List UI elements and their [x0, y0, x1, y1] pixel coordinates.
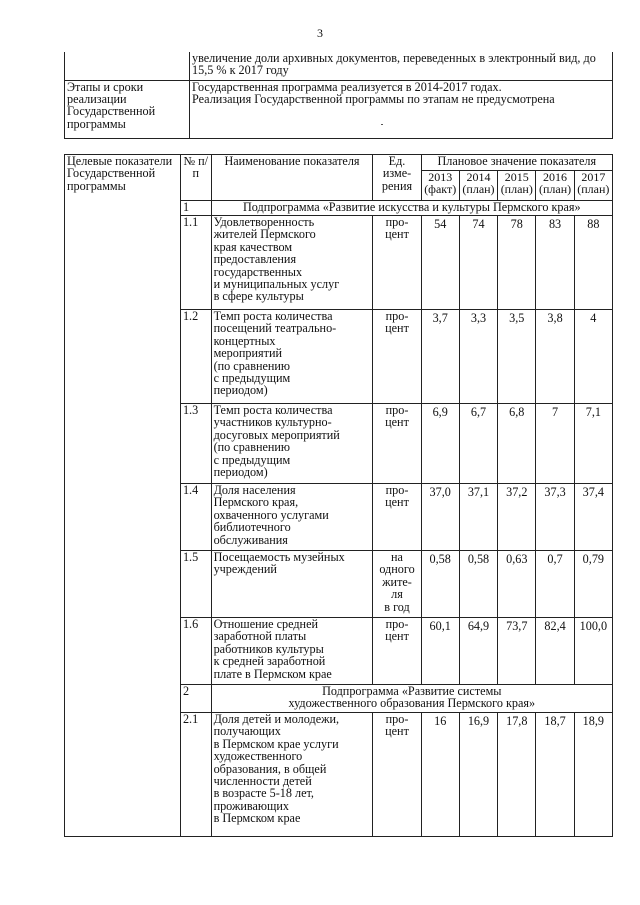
indicator-value: 82,4 — [536, 618, 574, 685]
indicator-value: 7 — [536, 404, 574, 484]
target-indicators-table — [64, 154, 613, 837]
header-year: 2013 (факт) — [421, 171, 459, 201]
subprogram-title: Подпрограмма «Развитие системы художественного образования Пермского края» — [211, 685, 612, 713]
stages-text: Государственная программа реализуется в 2014-2017 годах. Реализация Государственной программы по этапам не предусмотрена — [190, 80, 613, 138]
empty-label-cell — [65, 52, 190, 80]
row-num: 2.1 — [180, 713, 211, 837]
indicator-value: 4 — [574, 310, 612, 404]
row-num: 1.5 — [180, 551, 211, 618]
indicator-value: 17,8 — [498, 713, 536, 837]
indicator-value: 7,1 — [574, 404, 612, 484]
indicator-unit: про- цент — [373, 310, 421, 404]
indicator-name: Отношение средней заработной платы работников культуры к средней заработной плате в Пермском крае — [211, 618, 373, 685]
indicator-value: 64,9 — [459, 618, 497, 685]
indicator-name: Доля населения Пермского края, охваченного услугами библиотечного обслуживания — [211, 484, 373, 551]
indicator-value: 74 — [459, 216, 497, 310]
passport-table-fragment — [64, 52, 613, 139]
indicator-name: Удовлетворенность жителей Пермского края качеством предоставления государственных и муниципальных услуг в сфере культуры — [211, 216, 373, 310]
indicator-value: 88 — [574, 216, 612, 310]
indicator-value: 100,0 — [574, 618, 612, 685]
scan-dot — [381, 124, 383, 125]
header-num: № п/п — [180, 155, 211, 201]
indicator-value: 3,5 — [498, 310, 536, 404]
indicator-value: 0,79 — [574, 551, 612, 618]
indicator-name: Доля детей и молодежи, получающих в Пермском крае услуги художественного образования, в общей численности детей в возрасте 5-18 лет, проживающих в Пермском крае — [211, 713, 373, 837]
indicator-name: Темп роста количества посещений театрально- концертных мероприятий (по сравнению с предыдущим периодом) — [211, 310, 373, 404]
row-num: 1.3 — [180, 404, 211, 484]
subprogram-num: 2 — [180, 685, 211, 713]
row-num: 1.6 — [180, 618, 211, 685]
header-year: 2015 (план) — [498, 171, 536, 201]
indicator-value: 60,1 — [421, 618, 459, 685]
indicator-unit: про- цент — [373, 404, 421, 484]
indicators-label: Целевые показатели Государственной программы — [65, 155, 181, 837]
indicator-value: 0,63 — [498, 551, 536, 618]
indicator-unit: про- цент — [373, 713, 421, 837]
indicator-value: 6,9 — [421, 404, 459, 484]
indicator-value: 16,9 — [459, 713, 497, 837]
indicator-value: 0,58 — [459, 551, 497, 618]
indicator-value: 18,7 — [536, 713, 574, 837]
indicator-value: 37,0 — [421, 484, 459, 551]
row-num: 1.2 — [180, 310, 211, 404]
indicator-value: 83 — [536, 216, 574, 310]
indicator-value: 37,3 — [536, 484, 574, 551]
stages-label: Этапы и сроки реализации Государственной программы — [65, 80, 190, 138]
header-year: 2017 (план) — [574, 171, 612, 201]
indicator-value: 6,7 — [459, 404, 497, 484]
indicator-value: 54 — [421, 216, 459, 310]
indicator-value: 37,2 — [498, 484, 536, 551]
header-unit: Ед. изме-рения — [373, 155, 421, 201]
row-num: 1.4 — [180, 484, 211, 551]
header-planned: Плановое значение показателя — [421, 155, 612, 171]
header-year: 2014 (план) — [459, 171, 497, 201]
header-year: 2016 (план) — [536, 171, 574, 201]
indicator-value: 37,4 — [574, 484, 612, 551]
subprogram-title: Подпрограмма «Развитие искусства и культуры Пермского края» — [211, 201, 612, 216]
indicator-value: 16 — [421, 713, 459, 837]
indicator-value: 3,7 — [421, 310, 459, 404]
row-num: 1.1 — [180, 216, 211, 310]
subprogram-num: 1 — [180, 201, 211, 216]
indicator-value: 3,8 — [536, 310, 574, 404]
page-number: 3 — [317, 26, 323, 40]
indicator-value: 6,8 — [498, 404, 536, 484]
indicator-value: 0,7 — [536, 551, 574, 618]
header-name: Наименование показателя — [211, 155, 373, 201]
indicator-unit: про- цент — [373, 618, 421, 685]
indicator-value: 73,7 — [498, 618, 536, 685]
indicator-name: Темп роста количества участников культурно- досуговых мероприятий (по сравнению с предыдущим периодом) — [211, 404, 373, 484]
indicator-unit: про- цент — [373, 484, 421, 551]
indicator-value: 0,58 — [421, 551, 459, 618]
indicator-unit: про- цент — [373, 216, 421, 310]
indicator-value: 3,3 — [459, 310, 497, 404]
indicator-value: 18,9 — [574, 713, 612, 837]
indicator-unit: на одного жите- ля в год — [373, 551, 421, 618]
indicator-value: 37,1 — [459, 484, 497, 551]
indicator-name: Посещаемость музейных учреждений — [211, 551, 373, 618]
indicator-value: 78 — [498, 216, 536, 310]
archive-goal-text: увеличение доли архивных документов, переведенных в электронный вид, до 15,5 % к 2017 году — [190, 52, 613, 80]
